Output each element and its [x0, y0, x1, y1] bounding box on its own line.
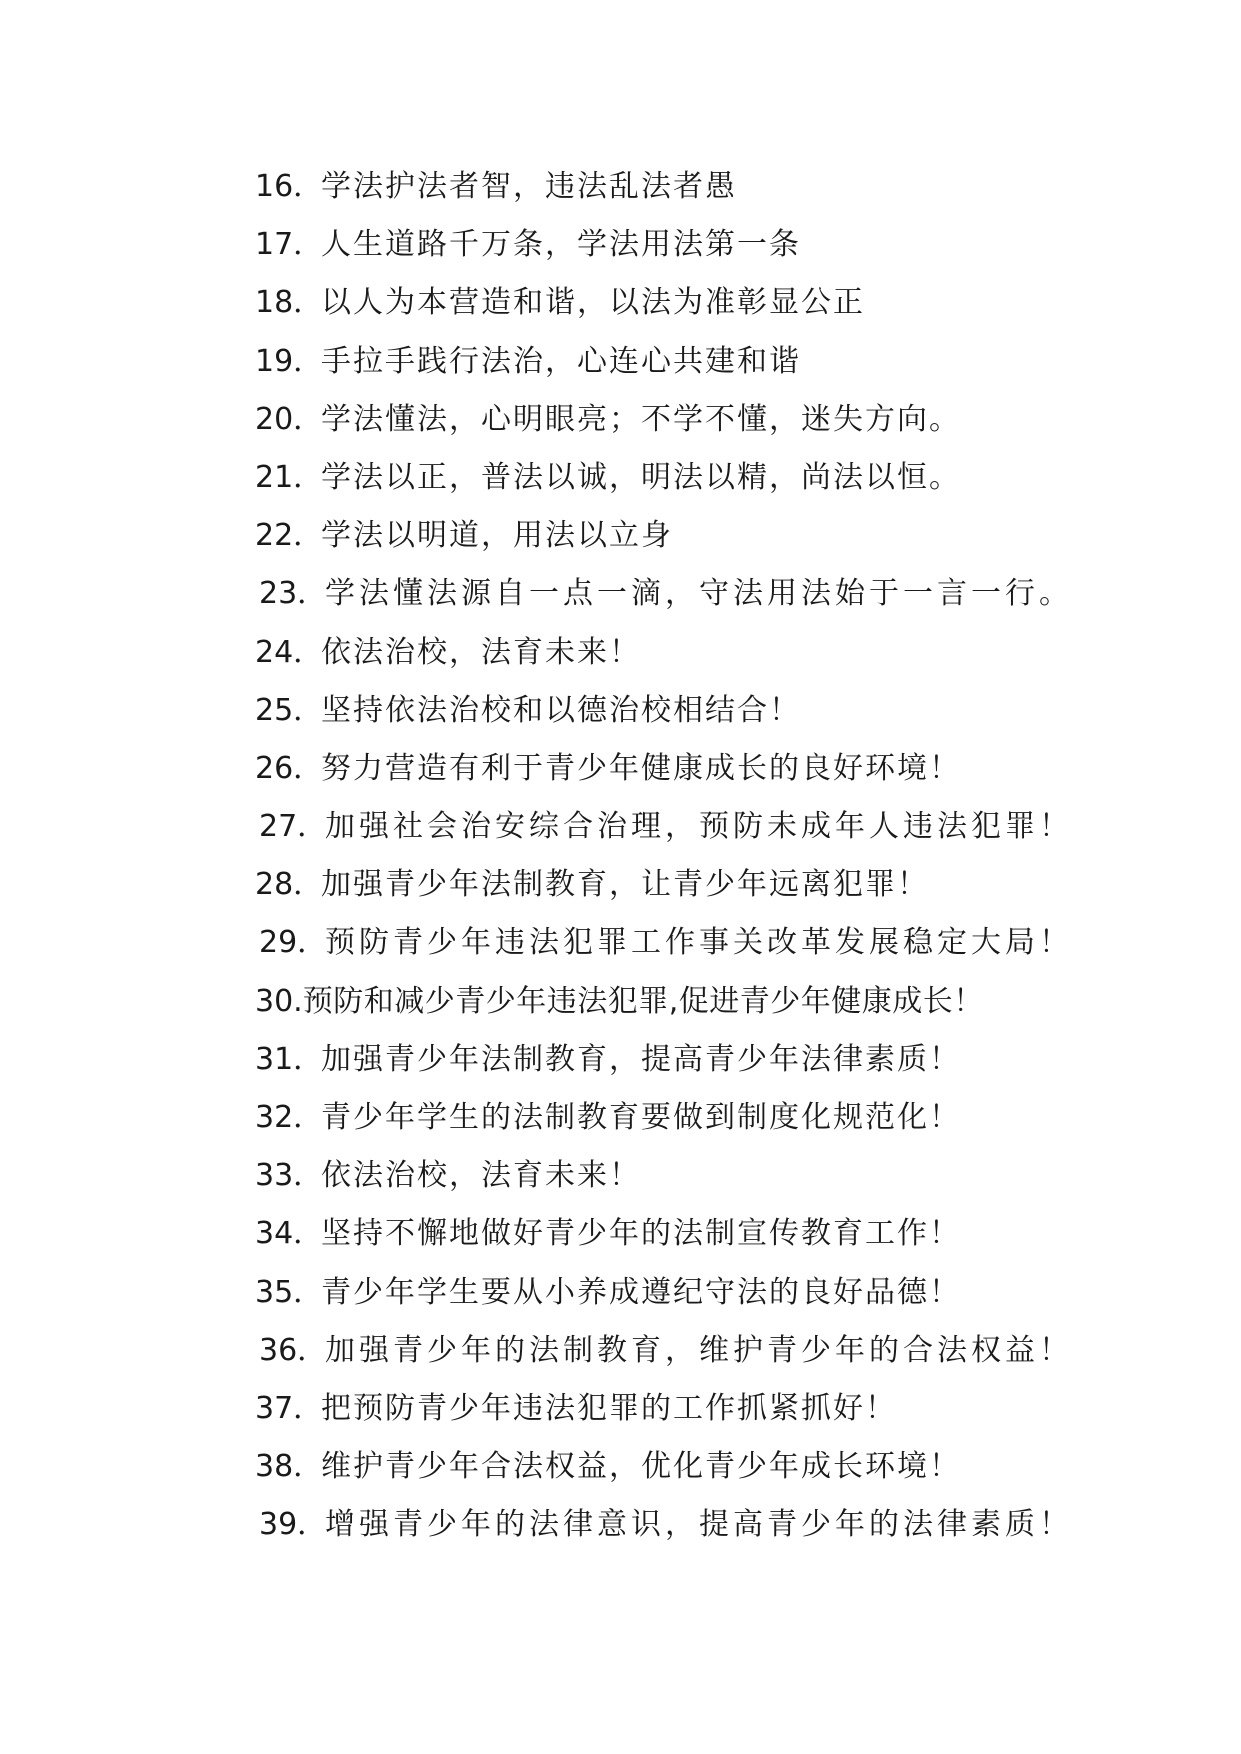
list-item [255, 856, 1215, 914]
list-item [255, 624, 1215, 682]
list-item [255, 158, 1215, 216]
item-text: 学法以正，普法以诚，明法以精，尚法以恒。 [321, 459, 961, 495]
item-text: 以人为本营造和谐，以法为准彰显公正 [321, 285, 865, 321]
item-text: 手拉手践行法治，心连心共建和谐 [321, 343, 801, 379]
item-text: 青少年学生要从小养成遵纪守法的良好品德！ [321, 1274, 961, 1310]
item-text: 增强青少年的法律意识，提高青少年的法律素质！ [325, 1507, 1073, 1543]
item-text: 维护青少年合法权益，优化青少年成长环境！ [321, 1449, 961, 1485]
list-item [255, 1031, 1215, 1089]
list-item [255, 216, 1215, 274]
item-text: 学法懂法源自一点一滴，守法用法始于一言一行。 [325, 576, 1073, 612]
item-text: 坚持依法治校和以德治校相结合！ [321, 692, 801, 728]
item-text: 加强青少年法制教育，提高青少年法律素质！ [321, 1041, 961, 1077]
item-number: 16． [255, 169, 324, 204]
item-text: 加强青少年的法制教育，维护青少年的合法权益！ [325, 1332, 1073, 1368]
list-item [255, 682, 1215, 740]
list-item [259, 565, 1215, 623]
item-number: 17． [255, 227, 324, 263]
list-item [255, 449, 1215, 507]
list-item [255, 507, 1215, 565]
slogan-list [255, 158, 1215, 1555]
list-item [255, 1264, 1215, 1322]
item-text: 学法护法者智，违法乱法者愚 [321, 169, 737, 204]
list-item [259, 914, 1215, 972]
item-number: 24． [255, 634, 324, 670]
item-number: 23． [259, 576, 328, 612]
list-item [255, 274, 1215, 332]
item-text: 依法治校，法育未来！ [321, 1158, 641, 1194]
item-text: 预防青少年违法犯罪工作事关改革发展稳定大局！ [325, 925, 1073, 961]
item-text: 预防和减少青少年违法犯罪,促进青少年健康成长！ [302, 983, 984, 1019]
item-number: 20． [255, 401, 324, 437]
item-number: 36． [259, 1332, 328, 1368]
list-item [259, 1322, 1215, 1380]
item-text: 学法懂法，心明眼亮；不学不懂，迷失方向。 [321, 401, 961, 437]
item-number: 38． [255, 1449, 324, 1485]
item-text: 学法以明道，用法以立身 [321, 518, 673, 554]
item-number: 25． [255, 692, 324, 728]
list-item [255, 391, 1215, 449]
item-text: 加强青少年法制教育，让青少年远离犯罪！ [321, 867, 929, 903]
item-number: 19． [255, 343, 324, 379]
item-number: 27． [259, 809, 328, 845]
item-number: 37． [255, 1390, 324, 1426]
list-item [259, 1496, 1215, 1554]
item-text: 加强社会治安综合治理，预防未成年人违法犯罪！ [325, 809, 1073, 845]
list-item [255, 740, 1215, 798]
item-text: 坚持不懈地做好青少年的法制宣传教育工作！ [321, 1216, 961, 1252]
item-text: 青少年学生的法制教育要做到制度化规范化！ [321, 1100, 961, 1135]
item-text: 人生道路千万条，学法用法第一条 [321, 227, 801, 263]
item-number: 32． [255, 1100, 324, 1135]
item-number: 33． [255, 1158, 324, 1194]
item-number: 34． [255, 1216, 324, 1252]
list-item [255, 333, 1215, 391]
item-number: 35． [255, 1274, 324, 1310]
list-item [255, 973, 1215, 1031]
item-number: 22． [255, 518, 324, 554]
item-text: 把预防青少年违法犯罪的工作抓紧抓好！ [321, 1390, 897, 1426]
item-text: 努力营造有利于青少年健康成长的良好环境！ [321, 750, 961, 786]
item-number: 31． [255, 1041, 324, 1077]
item-number: 26． [255, 750, 324, 786]
list-item [255, 1089, 1215, 1147]
list-item [255, 1205, 1215, 1263]
list-item [255, 1147, 1215, 1205]
list-item [255, 1438, 1215, 1496]
item-number: 29． [259, 925, 328, 961]
list-item [255, 1380, 1215, 1438]
item-number: 39． [259, 1507, 328, 1543]
item-text: 依法治校，法育未来！ [321, 634, 641, 670]
list-item [259, 798, 1215, 856]
item-number: 30. [255, 983, 303, 1019]
item-number: 18． [255, 285, 324, 321]
item-number: 28． [255, 867, 324, 903]
item-number: 21． [255, 459, 324, 495]
